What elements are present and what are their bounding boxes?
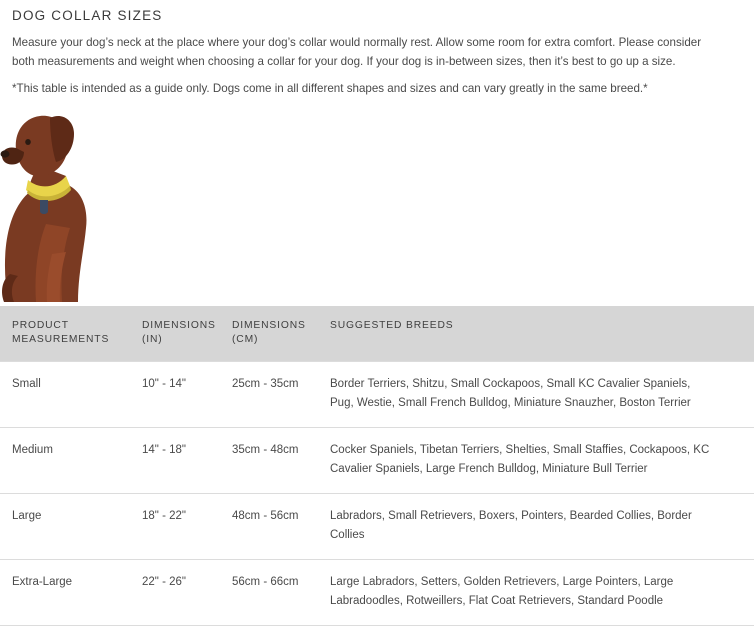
header-line-2: (CM) bbox=[232, 334, 259, 345]
cell-breeds: Labradors, Small Retrievers, Boxers, Pointers, Bearded Collies, Border Collies bbox=[318, 494, 754, 560]
sitting-dog-illustration bbox=[0, 104, 240, 304]
cell-size: Small bbox=[0, 362, 130, 428]
header-line-1: SUGGESTED BREEDS bbox=[330, 320, 454, 331]
cell-dimensions-in: 10" - 14" bbox=[130, 362, 220, 428]
cell-size: Extra-Large bbox=[0, 560, 130, 626]
table-header-row bbox=[0, 306, 754, 362]
column-header-dimensions-in bbox=[130, 306, 220, 362]
cell-dimensions-in: 18" - 22" bbox=[130, 494, 220, 560]
dog-collar-tag bbox=[40, 200, 48, 214]
column-header-dimensions-cm bbox=[220, 306, 318, 362]
dog-eye bbox=[25, 139, 31, 145]
table-row bbox=[0, 494, 754, 560]
cell-dimensions-in: 14" - 18" bbox=[130, 428, 220, 494]
cell-dimensions-cm: 25cm - 35cm bbox=[220, 362, 318, 428]
table-row bbox=[0, 362, 754, 428]
cell-dimensions-cm: 56cm - 66cm bbox=[220, 560, 318, 626]
table-row bbox=[0, 560, 754, 626]
header-line-2: MEASUREMENTS bbox=[12, 334, 110, 345]
cell-size: Large bbox=[0, 494, 130, 560]
cell-size: Medium bbox=[0, 428, 130, 494]
cell-breeds: Large Labradors, Setters, Golden Retrievers, Large Pointers, Large Labradoodles, Rotweillers, Flat Coat Retrievers, Standard Poodle bbox=[318, 560, 754, 626]
cell-dimensions-cm: 48cm - 56cm bbox=[220, 494, 318, 560]
column-header-suggested-breeds bbox=[318, 306, 754, 362]
collar-size-table bbox=[0, 306, 754, 626]
cell-breeds: Cocker Spaniels, Tibetan Terriers, Shelties, Small Staffies, Cockapoos, KC Cavalier Spaniels, Large French Bulldog, Miniature Bull Terrier bbox=[318, 428, 754, 494]
intro-paragraph: Measure your dog’s neck at the place where your dog’s collar would normally rest. Allow some room for extra comfort. Please consider both measurements and weight when choosing a collar for your dog. If your dog is in-between sizes, then it’s best to go up a size. bbox=[12, 36, 702, 68]
table-header bbox=[0, 306, 754, 362]
page-title: DOG COLLAR SIZES bbox=[12, 8, 163, 23]
table-row bbox=[0, 428, 754, 494]
header-line-1: DIMENSIONS bbox=[142, 320, 216, 331]
table-body bbox=[0, 362, 754, 626]
column-header-product-measurements bbox=[0, 306, 130, 362]
header-line-2: (IN) bbox=[142, 334, 163, 345]
cell-dimensions-in: 22" - 26" bbox=[130, 560, 220, 626]
guide-disclaimer: *This table is intended as a guide only. Dogs come in all different shapes and sizes and can vary greatly in the same breed.* bbox=[12, 82, 648, 95]
dog-nose bbox=[1, 150, 10, 157]
cell-dimensions-cm: 35cm - 48cm bbox=[220, 428, 318, 494]
header-line-1: DIMENSIONS bbox=[232, 320, 306, 331]
header-line-1: PRODUCT bbox=[12, 320, 69, 331]
cell-breeds: Border Terriers, Shitzu, Small Cockapoos, Small KC Cavalier Spaniels, Pug, Westie, Small French Bulldog, Miniature Snauzher, Boston Terrier bbox=[318, 362, 754, 428]
